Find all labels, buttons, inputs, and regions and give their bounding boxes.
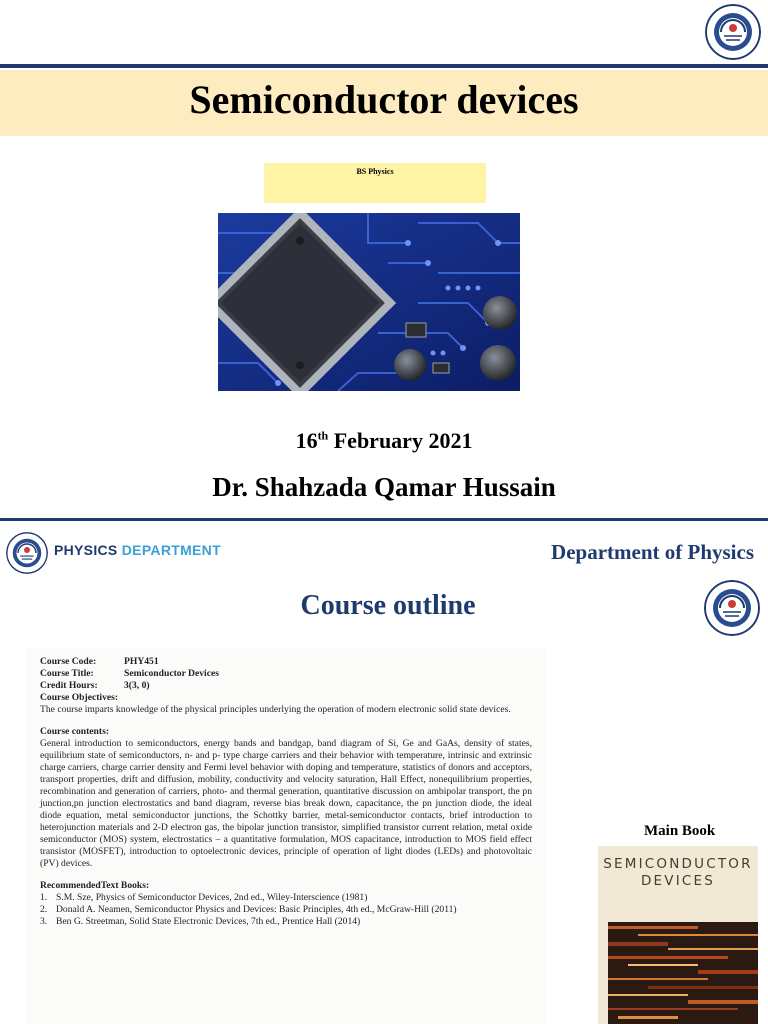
contents-label: Course contents: <box>40 726 110 737</box>
subtitle-box <box>264 163 486 203</box>
presentation-date <box>0 428 768 454</box>
contents-text: General introduction to semiconductors, energy bands and bandgap, band diagram of Si, Ge and GaAs, density of states, equilibrium state of semiconductors, n- and p- type charge carriers and their behavior with temperature, intrinsic and extrinsic charge carriers, charge carrier density and Fermi level behavior with doping and temperature, statistics of donors and acceptors, transport properties, drift and diffusion, mobility, conductivity and velocity saturation, Hall Effect, nonequilibrium properties, recombination and generation of carriers, photo- and thermal generation, quantitative discussion on ambipolar transport, the pn junction,pn junction electrostatics and band diagram, reverse bias break down, capacitance, the pn junction diode, the ideal diode equation, metal semiconductor junctions, the Schottky barrier, metal-semiconductor contacts, brief introduction to heterojunction materials and 2-D electron gas, the bipolar junction transistor, simplified transistor current relation, metal oxide semiconductor (MOS) system, electrostatics – a quantitative formulation, MOS capacitance, introduction to MOS field effect transistor (MOSFET), introduction to optoelectronic devices, principle of operation of light diodes (LEDs) and photovoltaic (PV) devices. <box>40 738 532 869</box>
book-list <box>40 892 532 928</box>
cover-title-line1: SEMICONDUCTOR <box>603 856 753 872</box>
department-heading: Department of Physics <box>551 540 754 564</box>
main-book-label: Main Book <box>644 823 716 839</box>
author-name: Dr. Shahzada Qamar Hussain <box>212 472 556 502</box>
course-code-row <box>40 656 532 668</box>
book-cover-image <box>598 846 758 1024</box>
slide-divider <box>0 518 768 521</box>
course-title-label: Course Title: <box>40 668 94 679</box>
books-label: RecommendedText Books: <box>40 880 150 891</box>
course-title-row <box>40 668 532 680</box>
course-outline-document <box>26 648 546 1024</box>
book-entry: S.M. Sze, Physics of Semiconductor Devices, 2nd ed., Wiley-Interscience (1981) <box>56 892 368 903</box>
slide-title: Semiconductor devices <box>189 77 579 122</box>
book-entry: Donald A. Neamen, Semiconductor Physics and Devices: Basic Principles, 4th ed., McGraw-Hill (2011) <box>56 904 457 915</box>
program-label: BS Physics <box>356 167 394 176</box>
list-item <box>40 892 532 904</box>
course-title: Semiconductor Devices <box>124 668 219 679</box>
book-number: 2. <box>40 904 48 915</box>
credit-hours: 3(3, 0) <box>124 680 150 691</box>
circuit-board-image <box>218 213 520 391</box>
university-seal-icon <box>6 532 48 574</box>
logo-word-physics: PHYSICS <box>54 542 118 558</box>
course-outline-slide <box>0 518 768 1024</box>
book-number: 3. <box>40 916 48 927</box>
header-divider <box>0 64 768 68</box>
date-month-year: February 2021 <box>328 428 473 453</box>
cover-title-line2: DEVICES <box>640 873 716 889</box>
list-item <box>40 916 532 928</box>
list-item <box>40 904 532 916</box>
course-outline-heading: Course outline <box>300 590 476 621</box>
course-code-label: Course Code: <box>40 656 97 667</box>
date-suffix: th <box>317 428 329 443</box>
date-day: 16 <box>295 428 318 453</box>
course-code: PHY451 <box>124 656 159 667</box>
logo-word-department: DEPARTMENT <box>121 542 221 558</box>
objectives-label: Course Objectives: <box>40 692 119 703</box>
objectives-text: The course imparts knowledge of the physical principles underlying the operation of modern electronic solid state devices. <box>40 704 511 715</box>
book-number: 1. <box>40 892 48 903</box>
credit-hours-row <box>40 680 532 692</box>
physics-department-logo <box>54 542 221 558</box>
book-entry: Ben G. Streetman, Solid State Electronic Devices, 7th ed., Prentice Hall (2014) <box>56 916 361 927</box>
credit-hours-label: Credit Hours: <box>40 680 98 691</box>
university-seal-icon <box>705 4 761 60</box>
